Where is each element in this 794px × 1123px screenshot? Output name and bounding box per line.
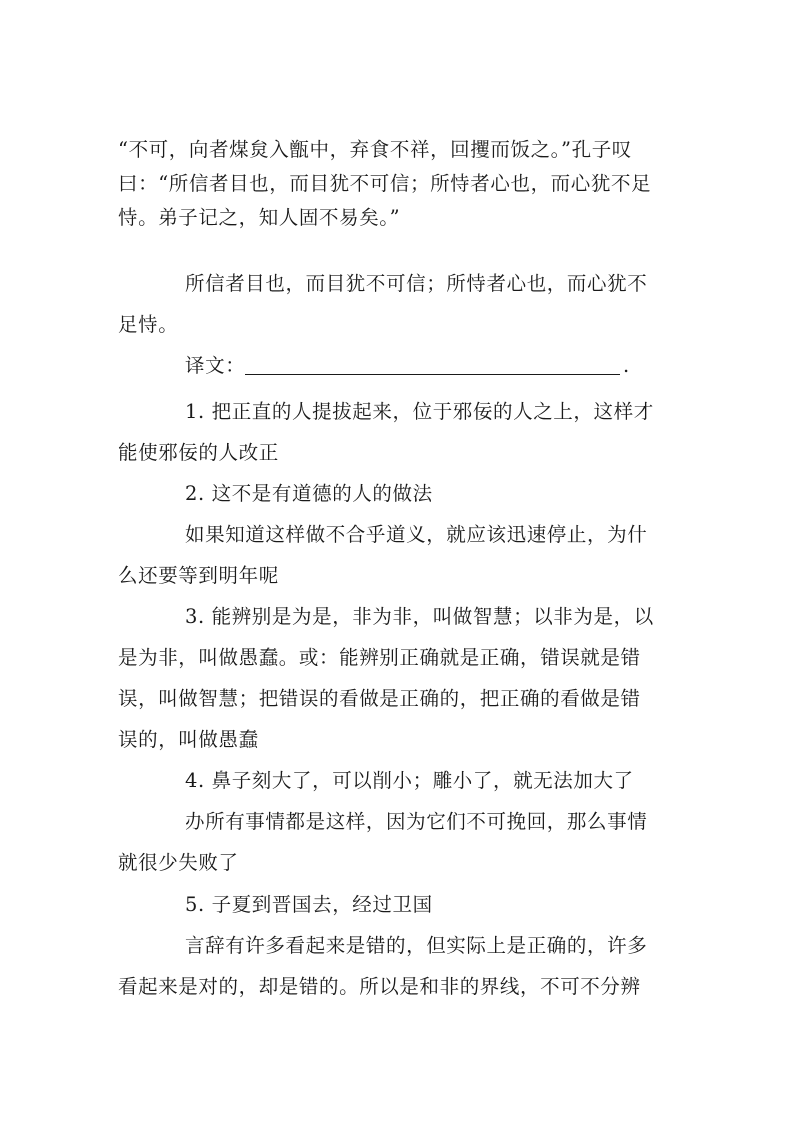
answer-3-line-4: 误的，叫做愚蠢 — [118, 728, 259, 751]
translation-end-mark: . — [623, 354, 630, 377]
answer-2-para-line-1: 如果知道这样做不合乎道义，就应该迅速停止，为什 — [185, 523, 648, 546]
answer-5-line-1: 5. 子夏到晋国去，经过卫国 — [185, 893, 433, 916]
answer-4-line-1: 4. 鼻子刻大了，可以削小；雕小了，就无法加大了 — [185, 769, 634, 792]
answer-2-line-1: 2. 这不是有道德的人的做法 — [185, 482, 433, 505]
translation-label: 译文： — [185, 354, 246, 377]
answer-5-para-line-1: 言辞有许多看起来是错的，但实际上是正确的，许多 — [185, 934, 648, 957]
answer-3-line-1: 3. 能辨别是为是，非为非，叫做智慧；以非为是，以 — [185, 605, 654, 628]
answer-3-line-2: 是为非，叫做愚蠢。或：能辨别正确就是正确，错误就是错 — [118, 646, 641, 669]
answer-5-para-line-2: 看起来是对的，却是错的。所以是和非的界线，不可不分辨 — [118, 975, 641, 998]
answer-4-para-line-1: 办所有事情都是这样，因为它们不可挽回，那么事情 — [185, 810, 648, 833]
answer-3-line-3: 误，叫做智慧；把错误的看做是正确的，把正确的看做是错 — [118, 687, 641, 710]
question-line-2: 足恃。 — [118, 313, 179, 336]
answer-4-para-line-2: 就很少失败了 — [118, 851, 239, 874]
translation-row — [185, 354, 645, 378]
passage-line-3: 恃。弟子记之，知人固不易矣。” — [118, 206, 401, 229]
passage-line-2: 曰：“所信者目也，而目犹不可信；所恃者心也，而心犹不足 — [118, 172, 652, 195]
answer-2-para-line-2: 么还要等到明年呢 — [118, 564, 279, 587]
passage-line-1: “不可，向者煤炱入甑中，弃食不祥，回攫而饭之。”孔子叹 — [118, 138, 632, 161]
answer-1-line-2: 能使邪佞的人改正 — [118, 441, 279, 464]
question-line-1: 所信者目也，而目犹不可信；所恃者心也，而心犹不 — [185, 272, 648, 295]
translation-answer-blank[interactable] — [245, 374, 620, 375]
answer-1-line-1: 1. 把正直的人提拔起来，位于邪佞的人之上，这样才 — [185, 400, 654, 423]
